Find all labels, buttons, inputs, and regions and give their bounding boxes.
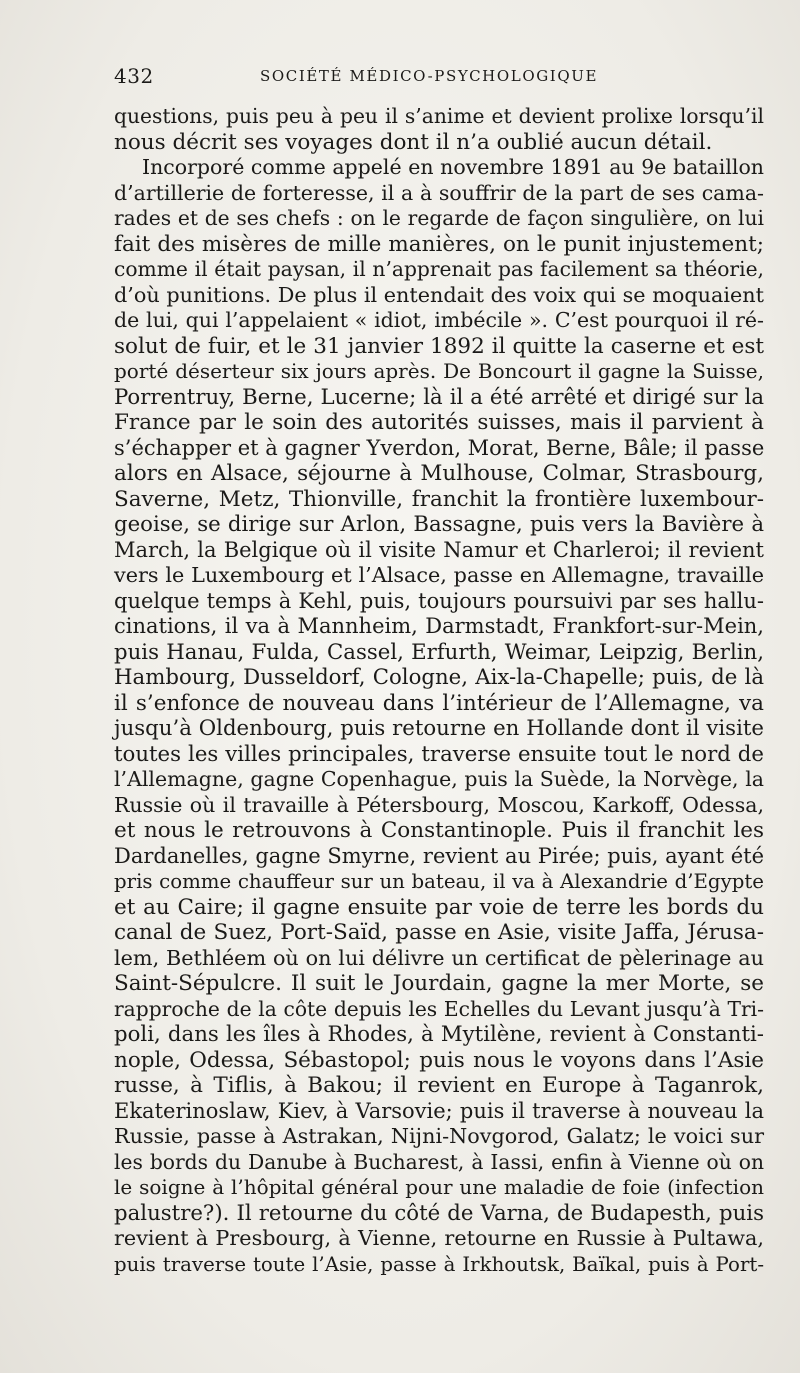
text-line: lem, Bethléem où on lui délivre un certificat de pèlerinage au xyxy=(114,945,764,970)
text-line: Porrentruy, Berne, Lucerne; là il a été arrêté et dirigé sur la xyxy=(114,384,764,410)
text-line: l’Allemagne, gagne Copenhague, puis la Suède, la Norvège, la xyxy=(114,767,764,791)
text-line: nople, Odessa, Sébastopol; puis nous le voyons dans l’Asie xyxy=(114,1047,764,1073)
text-line: rapproche de la côte depuis les Echelles du Levant jusqu’à Tri- xyxy=(114,996,764,1021)
text-line: s’échapper et à gagner Yverdon, Morat, Berne, Bâle; il passe xyxy=(114,435,765,460)
text-line: les bords du Danube à Bucharest, à Iassi, enfin à Vienne où on xyxy=(114,1149,764,1174)
text-line: solut de fuir, et le 31 janvier 1892 il quitte la caserne et est xyxy=(114,333,764,359)
text-line: fait des misères de mille manières, on le punit injustement; xyxy=(114,231,764,257)
text-line: Russie, passe à Astrakan, Nijni-Novgorod, Galatz; le voici sur xyxy=(114,1124,764,1148)
running-head: SOCIÉTÉ MÉDICO-PSYCHOLOGIQUE xyxy=(260,67,599,85)
page-number: 432 xyxy=(114,64,154,88)
text-line: Ekaterinoslaw, Kiev, à Varsovie; puis il traverse à nouveau la xyxy=(114,1098,764,1123)
text-line: porté déserteur six jours après. De Boncourt il gagne la Suisse, xyxy=(114,359,764,383)
text-line: Incorporé comme appelé en novembre 1891 au 9e bataillon xyxy=(142,155,764,179)
text-line: jusqu’à Oldenbourg, puis retourne en Hollande dont il visite xyxy=(114,716,764,741)
text-line: Hambourg, Dusseldorf, Cologne, Aix-la-Chapelle; puis, de là xyxy=(114,665,764,690)
text-line: Saverne, Metz, Thionville, franchit la frontière luxembour- xyxy=(114,486,764,512)
text-line: puis Hanau, Fulda, Cassel, Erfurth, Weimar, Leipzig, Berlin, xyxy=(114,639,764,665)
text-line: quelque temps à Kehl, puis, toujours poursuivi par ses hallu- xyxy=(114,588,764,613)
text-line: il s’enfonce de nouveau dans l’intérieur de l’Allemagne, va xyxy=(114,690,764,716)
text-line: puis traverse toute l’Asie, passe à Irkhoutsk, Baïkal, puis à Port- xyxy=(114,1252,764,1276)
text-line: nous décrit ses voyages dont il n’a oublié aucun détail. xyxy=(114,129,713,155)
text-line: et nous le retrouvons à Constantinople. Puis il franchit les xyxy=(114,818,764,843)
text-line: canal de Suez, Port-Saïd, passe en Asie, visite Jaffa, Jérusa- xyxy=(114,920,764,945)
text-line: revient à Presbourg, à Vienne, retourne en Russie à Pultawa, xyxy=(114,1226,764,1250)
text-line: vers le Luxembourg et l’Alsace, passe en Allemagne, travaille xyxy=(114,563,764,587)
text-line: alors en Alsace, séjourne à Mulhouse, Colmar, Strasbourg, xyxy=(114,461,764,486)
text-line: poli, dans les îles à Rhodes, à Mytilène, revient à Constanti- xyxy=(114,1022,764,1047)
text-line: rades et de ses chefs : on le regarde de façon singulière, on lui xyxy=(114,206,764,230)
text-line: de lui, qui l’appelaient « idiot, imbécile ». C’est pourquoi il ré- xyxy=(114,308,764,332)
text-line: d’artillerie de forteresse, il a à souffrir de la part de ses cama- xyxy=(114,180,764,205)
text-line: pris comme chauffeur sur un bateau, il va à Alexandrie d’Egypte xyxy=(114,870,764,893)
text-line: et au Caire; il gagne ensuite par voie de terre les bords du xyxy=(114,894,764,920)
text-line: March, la Belgique où il visite Namur et Charleroi; il revient xyxy=(114,537,764,562)
text-line: Russie où il travaille à Pétersbourg, Moscou, Karkoff, Odessa, xyxy=(114,792,764,817)
body-text xyxy=(114,104,764,1277)
text-line: toutes les villes principales, traverse ensuite tout le nord de xyxy=(114,741,764,767)
text-line: cinations, il va à Mannheim, Darmstadt, Frankfort-sur-Mein, xyxy=(114,614,764,638)
text-line: Dardanelles, gagne Smyrne, revient au Pirée; puis, ayant été xyxy=(114,843,764,868)
text-line: France par le soin des autorités suisses, mais il parvient à xyxy=(114,410,764,435)
text-line: comme il était paysan, il n’apprenait pas facilement sa théorie, xyxy=(114,257,764,281)
text-line: geoise, se dirige sur Arlon, Bassagne, puis vers la Bavière à xyxy=(114,512,764,537)
text-line: d’où punitions. De plus il entendait des voix qui se moquaient xyxy=(114,282,764,307)
text-line: le soigne à l’hôpital général pour une maladie de foie (infection xyxy=(114,1175,764,1199)
page-header xyxy=(114,64,764,94)
text-line: questions, puis peu à peu il s’anime et devient prolixe lorsqu’il xyxy=(114,104,764,128)
text-line: russe, à Tiflis, à Bakou; il revient en Europe à Taganrok, xyxy=(114,1073,764,1098)
text-line: palustre?). Il retourne du côté de Varna, de Budapesth, puis xyxy=(114,1200,764,1226)
text-line: Saint-Sépulcre. Il suit le Jourdain, gagne la mer Morte, se xyxy=(114,971,764,996)
